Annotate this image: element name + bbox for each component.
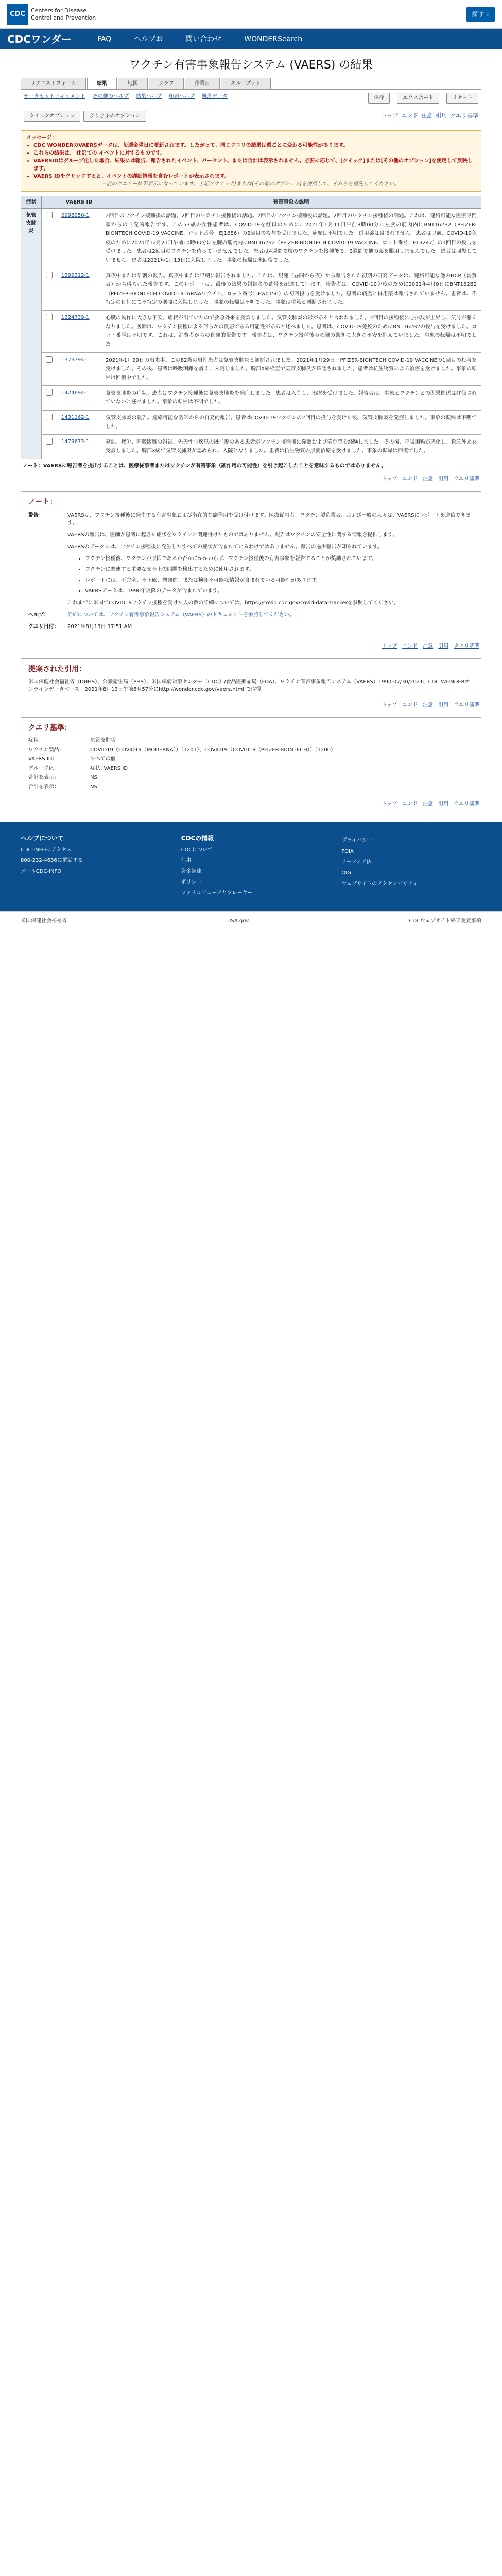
- footer-link[interactable]: メールCDC-INFO: [21, 869, 62, 875]
- org-name: Centers for Disease Control and Prevention: [31, 7, 96, 21]
- event-description: 発熱、疲労、呼吸困難の報告。先天性心疾患の既往歴のある患者がワクチン接種後に発熱および倦怠感を経験しました。その後、呼吸困難が悪化し、救急外来を受診しました。胸部X線で気管支肺炎が認められ、入院となりました。患者は抗生物質の点滴治療を受けました。事象の転帰は回復でした。: [101, 434, 481, 459]
- notes-title: ノート：: [28, 498, 57, 506]
- top-link[interactable]: トップ: [382, 702, 397, 708]
- citation-link[interactable]: 引用: [438, 801, 449, 807]
- disclaimer-link[interactable]: CDCウェブサイト終了免責事項: [409, 918, 481, 924]
- footer-link[interactable]: CDC-INFOにアクセス: [21, 847, 72, 853]
- footer-link[interactable]: 資金調達: [181, 869, 202, 875]
- note-bullet: • ワクチン接種後、ワクチンが原因であるか否かにかかわらず、ワクチン接種後の有害事象を報告することが奨励されています。: [85, 555, 474, 563]
- table-row: [21, 386, 481, 410]
- notes-link[interactable]: 注意: [421, 112, 433, 120]
- tab-workday[interactable]: 作業日: [185, 78, 220, 89]
- notes-link[interactable]: 注意: [423, 476, 434, 482]
- message-line: • VAERSIDはグループ化した場合、結果には報告、報告されたイベント、パーセント、または合計は表示されません。必要に応じて、[クイック]または[その他のオプション]を使用して反映します。: [33, 157, 476, 173]
- footer-link[interactable]: 仕事: [181, 858, 192, 864]
- nav-wondersearch[interactable]: WONDERSearch: [244, 35, 303, 43]
- footer-link[interactable]: ウェブサイトのアクセシビリティ: [341, 881, 418, 887]
- tab-map[interactable]: 地図: [118, 78, 148, 89]
- main-nav: [0, 29, 502, 49]
- criteria-row: 合計を表示： NS: [28, 784, 97, 790]
- row-checkbox[interactable]: [42, 434, 57, 459]
- vaers-id-link[interactable]: 1424694-1: [61, 390, 90, 396]
- vaers-id-link[interactable]: 1373794-1: [61, 357, 90, 363]
- table-row: [21, 209, 481, 268]
- tab-throughput[interactable]: スループット: [221, 78, 271, 89]
- top-link[interactable]: トップ: [382, 476, 397, 482]
- criteria-row: ワクチン製品： COVID19（COVID19（MODERNA））（1201）、COVID19（COVID19（PFIZER-BIONTECH））（1200）: [28, 747, 336, 753]
- query-criteria-link[interactable]: クエリ基準: [454, 801, 479, 807]
- tab-results[interactable]: 結果: [87, 78, 117, 89]
- event-description: 2回目のワクチン接種後の話題。2回目のワクチン接種後の話題。2回目のワクチン接種後の話題。2回目のワクチン接種後の話題。これは、連絡可能な医療専門家からの自発的報告です。この53歳の女性患者は、COVID-19を経口のために、2021年1月11日午前8時00分に左腕の筋肉内にBNT162B2（PFIZER-BIONTECH COVID-19 VACCINE、ロット番号：EJ1686）の2回目の投与を受けました。病歴は不明でした。併用薬は含まれません。患者は以前、COVID-19免疫のために2020年12月21日午前10時00分に左腕の筋肉内にBNT162B2（PFIZER-BIONTECH COVID-19 VACCINE、ロット番号：EL3247）の1回目の投与を受けました。患者は2回目のワクチンを待っていませんでした。患者は4週間で検のワクチンを接種後で、3週間で他の薬を服用しませんでした。患者は回復していません。患者は2021年1月13日に入院しました。事象の転帰は未回復でした。: [101, 209, 481, 268]
- note-bullet: • VAERSデータは、1990年以降のデータが含まれています。: [85, 587, 474, 595]
- footer-col-policy: [341, 834, 481, 900]
- more-options-button[interactable]: よりきょのオプション: [83, 111, 146, 122]
- footer-col-help: ヘルプについて CDC-INFOにアクセス 800-232-4636に電話する メールCDC-INFO: [21, 834, 161, 900]
- query-criteria-link[interactable]: クエリ基準: [454, 643, 479, 650]
- query-criteria-link[interactable]: クエリ基準: [450, 112, 478, 120]
- brand-title[interactable]: CDCワンダー: [7, 33, 72, 45]
- footer-col-info: CDCの情報 CDCについて 仕事 資金調達 ポリシー ファイルビューアとプレーヤー: [181, 834, 321, 900]
- note-extra: これまでに米国でCOVID19ワクチン接種を受けた人の数の詳細については、https://covid.cdc.gov/covid-data-trackerを参照してください。: [67, 600, 399, 606]
- bottom-links-4: [21, 798, 481, 810]
- criteria-row: 症状： 気管支肺炎: [28, 738, 116, 744]
- query-criteria-link[interactable]: クエリ基準: [454, 702, 479, 708]
- notes-link[interactable]: 注意: [423, 801, 434, 807]
- vaers-id-link[interactable]: 1324739-1: [61, 314, 90, 320]
- footer-link[interactable]: ノーフィア法: [341, 859, 372, 866]
- tab-request-form[interactable]: リクエストフォーム: [21, 78, 86, 89]
- criteria-row: VAERS ID： すべての値: [28, 756, 116, 762]
- end-link[interactable]: エンド: [402, 801, 418, 807]
- citation-link[interactable]: 引用: [438, 643, 449, 650]
- query-date-row: クエリ日付： 2021年8月13日 17:51 AM: [28, 624, 132, 630]
- print-help-link[interactable]: 印刷ヘルプ: [169, 94, 195, 99]
- bottom-links: [21, 473, 481, 485]
- results-toolbar: [21, 107, 481, 126]
- notes-link[interactable]: 注意: [423, 643, 434, 650]
- vaers-doc-link[interactable]: 詳細については、ワクチン有害事象報告システム（VAERS）のドキュメントを参照してください。: [67, 612, 295, 618]
- event-description: 2021年1月29日の出来事。この82歳の男性患者は気管支肺炎と診断されました。2021年1月29日、PFIZER-BIONTECH COVID-19 VACCINEの1回目の投与を受けました。その後、患者は呼吸困難を訴え、入院しました。胸部X線検査で気管支肺炎が確認されました。患者は抗生物質による治療を受けました。事象の転帰は回復中でした。: [101, 352, 481, 386]
- event-description: 気管支肺炎の症状。患者はワクチン接種後に気管支肺炎を発症しました。患者は入院し、治療を受けました。報告者は、事象とワクチンとの因果関係は評価されていないと述べました。事象の転帰は不明でした。: [101, 386, 481, 410]
- tab-bar: [21, 78, 481, 90]
- sub-footer: [0, 911, 502, 930]
- help-row: ヘルプ： 詳細については、ワクチン有害事象報告システム（VAERS）のドキュメントを参照してください。: [28, 612, 295, 618]
- end-link[interactable]: エンド: [402, 643, 418, 650]
- nav-faq[interactable]: FAQ: [97, 35, 112, 43]
- row-checkbox[interactable]: [42, 209, 57, 268]
- footer-link[interactable]: ポリシー: [181, 879, 202, 886]
- vaers-id-link[interactable]: 1299312-1: [61, 273, 90, 279]
- row-checkbox[interactable]: [42, 268, 57, 311]
- footer-link[interactable]: ファイルビューアとプレーヤー: [181, 890, 253, 896]
- site-footer: [0, 822, 502, 911]
- results-table: [21, 196, 481, 459]
- note-bullet: • ワクチンに関連する重要な安全上の問題を検出するために使用されます。: [85, 566, 474, 573]
- site-header: [0, 0, 502, 29]
- table-row: [21, 434, 481, 459]
- end-link[interactable]: エンド: [401, 112, 419, 120]
- top-link[interactable]: トップ: [382, 643, 397, 650]
- footer-link[interactable]: FOIA: [341, 849, 354, 855]
- bottom-links-3: [21, 699, 481, 711]
- top-link[interactable]: トップ: [381, 112, 399, 120]
- concept-data-link[interactable]: 概念データ: [202, 94, 228, 99]
- citation-link[interactable]: 引用: [438, 702, 449, 708]
- message-note: --前のクエリー結果表示になっています。上記がクイック]または[その他のオプション]を使用して、それらを優先してください。: [102, 181, 400, 187]
- dataset-doc-link[interactable]: データセットドキュメント: [24, 94, 85, 99]
- note-bullet: • レポートには、不完全、不正確、偶発的、または検証不可能な情報が含まれている可能性があります。: [85, 577, 474, 584]
- message-box: [21, 130, 481, 192]
- criteria-row: 合計を表示： NS: [28, 775, 97, 781]
- table-row: [21, 268, 481, 311]
- note-paragraph: 警告： VAERSは、ワクチン接種後に発生する有害事象および潜在的な副作用を受け付けます。医療従事者、ワクチン製造業者、および一般の人々は、VAERSにレポートを送信できます。: [28, 513, 471, 527]
- col-symptom[interactable]: 症状: [21, 196, 42, 209]
- table-note: ノート：VAERSに報告者を提出することは、医療従事者またはワクチンが有害事象（副作用の可能性）を引き起こしたことを意味するものではありません。: [23, 463, 387, 469]
- tab-graph[interactable]: グラフ: [149, 78, 184, 89]
- footer-link[interactable]: 800-232-4636に電話する: [21, 858, 83, 864]
- page-title: ワクチン有害事象報告システム (VAERS) の結果: [129, 59, 373, 72]
- citation-link[interactable]: 引用: [436, 112, 447, 120]
- top-link[interactable]: トップ: [382, 801, 397, 807]
- nav-contact[interactable]: 問い合わせ: [185, 35, 222, 43]
- table-row: [21, 310, 481, 352]
- footer-link[interactable]: CDCについて: [181, 847, 213, 853]
- citation-section: [21, 658, 481, 699]
- query-criteria-title: クエリ基準：: [28, 724, 72, 733]
- table-row: [21, 410, 481, 434]
- event-description: 真夜中または早朝の報告。真夜中または早朝に報告されました。これは、規範（昼間から夜）から報告された初期の研究データは、連絡可能な他のHCP（消費者）から得られた報告です。このレポートは、最後の結果の報告者の番号を記述しています。報告者は、COVID-19免疫のために2021年4月9日にBNT162B2（PFIZER-BIONTECH COVID-19 mRNAワクチン、ロット番号：Ew0150）の初回投与を受けました。患者の病歴と併用薬は報告されていません。患者は、不特定の日付にて不特定の期間に入院しました。事象の転帰は不明でした。事象は重篤と判断されました。: [101, 268, 481, 311]
- col-vaers-id[interactable]: VAERS ID: [57, 196, 101, 209]
- end-link[interactable]: エンド: [402, 476, 418, 482]
- message-title: メッセージ：: [26, 135, 57, 141]
- note-paragraph: VAERSのデータには、ワクチン接種後に発生したすべての症状が含まれているわけではありません。報告の過少報告が知られています。: [67, 544, 383, 550]
- search-icon: ⌕: [486, 10, 490, 18]
- message-line: • VAERS IDをクリックすると、イベントの詳細情報を含むレポートが表示されます。: [33, 173, 476, 180]
- row-checkbox[interactable]: [42, 310, 57, 352]
- search-button[interactable]: 探す ⌕: [466, 7, 495, 22]
- hhs-link[interactable]: 米国保健社会福祉省: [21, 918, 67, 924]
- query-criteria-link[interactable]: クエリ基準: [454, 476, 479, 482]
- row-checkbox[interactable]: [42, 386, 57, 410]
- reset-button[interactable]: リセット: [446, 93, 478, 104]
- vaers-id-link[interactable]: 1479673-1: [61, 438, 90, 445]
- row-checkbox[interactable]: [42, 410, 57, 434]
- col-description: 有害事象の説明: [101, 196, 481, 209]
- vaers-id-link[interactable]: 1431162-1: [61, 414, 90, 420]
- table-row: [21, 352, 481, 386]
- nav-help[interactable]: ヘルプお: [134, 35, 163, 43]
- save-button[interactable]: 保存: [368, 93, 390, 104]
- end-link[interactable]: エンド: [402, 702, 418, 708]
- criteria-row: グループ化： 症状; VAERS ID: [28, 766, 128, 772]
- message-line: • これらの結果は、 仕訳ての イベントに対するものです。: [33, 149, 476, 157]
- citation-text: 米国保健社会福祉省（DHHS）、公衆衛生局（PHS）、米国疾病対策センター（CDC）/食品医薬品局（FDA）、ワクチン有害事象報告システム（VAERS）1990-07/30/2021、CDC WONDERオンラインデータベース。2021年8月13日午前5時57分にhttp://wonder.cdc.gov/vaers.html で取得: [28, 679, 470, 693]
- quick-options-button[interactable]: クイックオプション: [24, 111, 80, 122]
- cdc-logo[interactable]: CDC: [7, 4, 28, 25]
- export-button[interactable]: エクスポート: [397, 93, 439, 104]
- row-checkbox[interactable]: [42, 352, 57, 386]
- symptom-group: 気管支肺炎: [21, 209, 42, 459]
- results-help-link[interactable]: 結果ヘルプ: [136, 94, 162, 99]
- other-help-link[interactable]: その他のヘルプ: [93, 94, 129, 99]
- notes-section: [21, 491, 481, 640]
- footer-link[interactable]: OIG: [341, 870, 351, 876]
- col-select: [42, 196, 57, 209]
- footer-link[interactable]: プライバシー: [341, 838, 372, 844]
- sub-links: [21, 90, 481, 107]
- vaers-id-link[interactable]: 0998950-1: [61, 213, 90, 218]
- bottom-links-2: [21, 640, 481, 652]
- event-description: 心臓の動作に大きな不安。症状が出ていたので救急外来を受診しました。気管支肺炎の影があると言われました。2回目の接種後に心拍数が上昇し、気分が悪くなりました。医師は、ワクチン接種による何らかの反応である可能性があると述べました。患者は、COVID-19免疫のためにBNT162B2の投与を受けました。ロット番号は不明です。これは、消費者からの自発的報告です。報告者は、ワクチン接種後の心臓の動きに大きな不安を抱えていました。事象の転帰は不明でした。: [101, 310, 481, 352]
- citation-title: 提案された引用：: [28, 665, 86, 674]
- usagov-link[interactable]: USA.gov: [227, 918, 249, 924]
- query-criteria-section: [21, 717, 481, 798]
- message-line: • CDC WONDERのVAERSデータは、毎週金曜日に更新されます。したがって、同じクエリの結果は週ごとに変わる可能性があります。: [33, 142, 476, 149]
- notes-link[interactable]: 注意: [423, 702, 434, 708]
- note-paragraph: VAERSの報告は、医師が患者に起きた症状をワクチンと関連付けたものではありません。報告はワクチンの安全性に関する情報を提供します。: [67, 532, 398, 538]
- citation-link[interactable]: 引用: [438, 476, 449, 482]
- event-description: 気管支肺炎の報告。連絡可能な医師からの自発的報告。患者はCOVID-19ワクチンの2回目の投与を受けた後、気管支肺炎を発症しました。事象の転帰は不明でした。: [101, 410, 481, 434]
